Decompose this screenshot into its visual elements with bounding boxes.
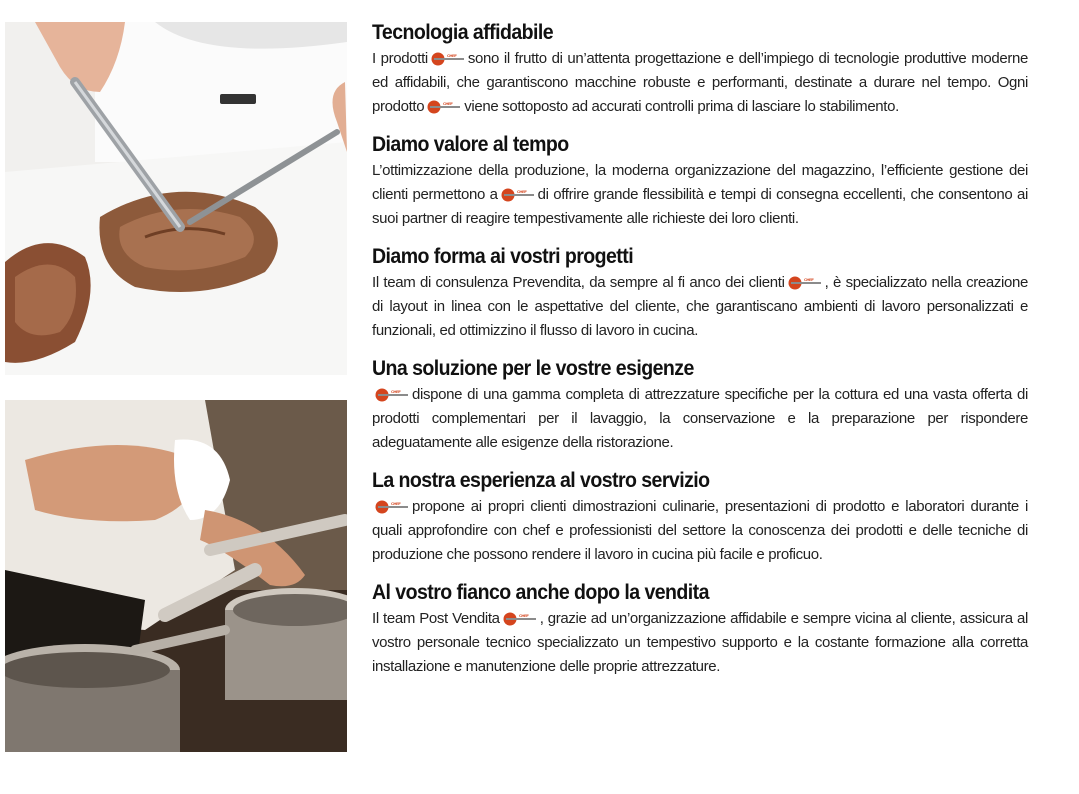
section-body: L’ottimizzazione della produzione, la moderna organizzazione del magazzino, l’efficiente gestione dei clienti permettono a CHEF di offrire grande flessibilità e tempi di consegna eccellenti, che consentono ai suoi partner di reagire tempestivamente alle richieste dei loro clienti.: [372, 162, 1029, 227]
section-title: La nostra esperienza al vostro servizio: [372, 469, 710, 492]
section-body: CHEF dispone di una gamma completa di attrezzature specifiche per la cottura ed una vasta offerta di prodotti complementari per il lavaggio, la conservazione e la preparazione per rispondere adeguatamente alle esigenze della ristorazione.: [372, 386, 1028, 451]
svg-text:CHEF: CHEF: [446, 53, 457, 58]
section-soluzione: [372, 356, 1028, 455]
brand-logo-icon: [375, 500, 409, 514]
section-progetti: [372, 244, 1028, 343]
section-post-vendita: [372, 580, 1028, 679]
section-tempo: [372, 132, 1028, 231]
section-title: Diamo forma ai vostri progetti: [372, 245, 634, 268]
brand-logo-icon: [427, 100, 461, 114]
section-esperienza: [372, 468, 1028, 567]
svg-text:CHEF: CHEF: [391, 501, 401, 506]
section-title: Al vostro fianco anche dopo la vendita: [372, 581, 709, 604]
brand-logo-icon: [501, 188, 535, 202]
svg-text:CHEF: CHEF: [391, 389, 401, 394]
section-body: I prodotti CHEF sono il frutto di un’attenta progettazione e dell’impiego di tecnologie produttive moderne ed affidabili, che garantiscono macchine robuste e performanti, destinate a durare nel tempo. Ogni prodotto CHEF viene sottoposto ad accurati controlli prima di lasciare lo stabilimento.: [372, 50, 1028, 115]
brand-logo-icon: [503, 612, 537, 626]
svg-text:CHEF: CHEF: [516, 189, 527, 194]
brand-logo-icon: [431, 52, 465, 66]
section-body: Il team Post Vendita CHEF , grazie ad un’organizzazione affidabile e sempre vicina al cliente, assicura al vostro personale tecnico specializzato un tempestivo supporto e la costante formazione alla corretta installazione e manutenzione delle proprie attrezzature.: [372, 610, 1028, 675]
svg-text:CHEF: CHEF: [518, 613, 529, 618]
brand-logo-icon: [375, 388, 409, 402]
section-tecnologia: [372, 20, 1028, 119]
kitchen-pots-photo: [5, 400, 347, 752]
section-title: Tecnologia affidabile: [372, 21, 554, 44]
section-body: Il team di consulenza Prevendita, da sempre al fi anco dei clienti CHEF , è specializzato nella creazione di layout in linea con le aspettative del cliente, che garantiscano ambienti di lavoro personalizzati e funzionali, ed ottimizzino il flusso di lavoro in cucina.: [372, 274, 1028, 339]
section-body: CHEF propone ai propri clienti dimostrazioni culinarie, presentazioni di prodotto e laboratori durante i quali approfondire con chef e professionisti del settore la conoscenza dei prodotti e delle tecniche di produzione che possono rendere il lavoro in cucina più facile e proficuo.: [372, 498, 1028, 563]
section-title: Una soluzione per le vostre esigenze: [372, 357, 694, 380]
meat-carving-photo: [5, 22, 347, 375]
svg-text:CHEF: CHEF: [803, 277, 814, 282]
brand-logo-icon: [788, 276, 822, 290]
feature-list: [372, 20, 1028, 692]
section-title: Diamo valore al tempo: [372, 133, 569, 156]
svg-text:CHEF: CHEF: [443, 101, 453, 106]
